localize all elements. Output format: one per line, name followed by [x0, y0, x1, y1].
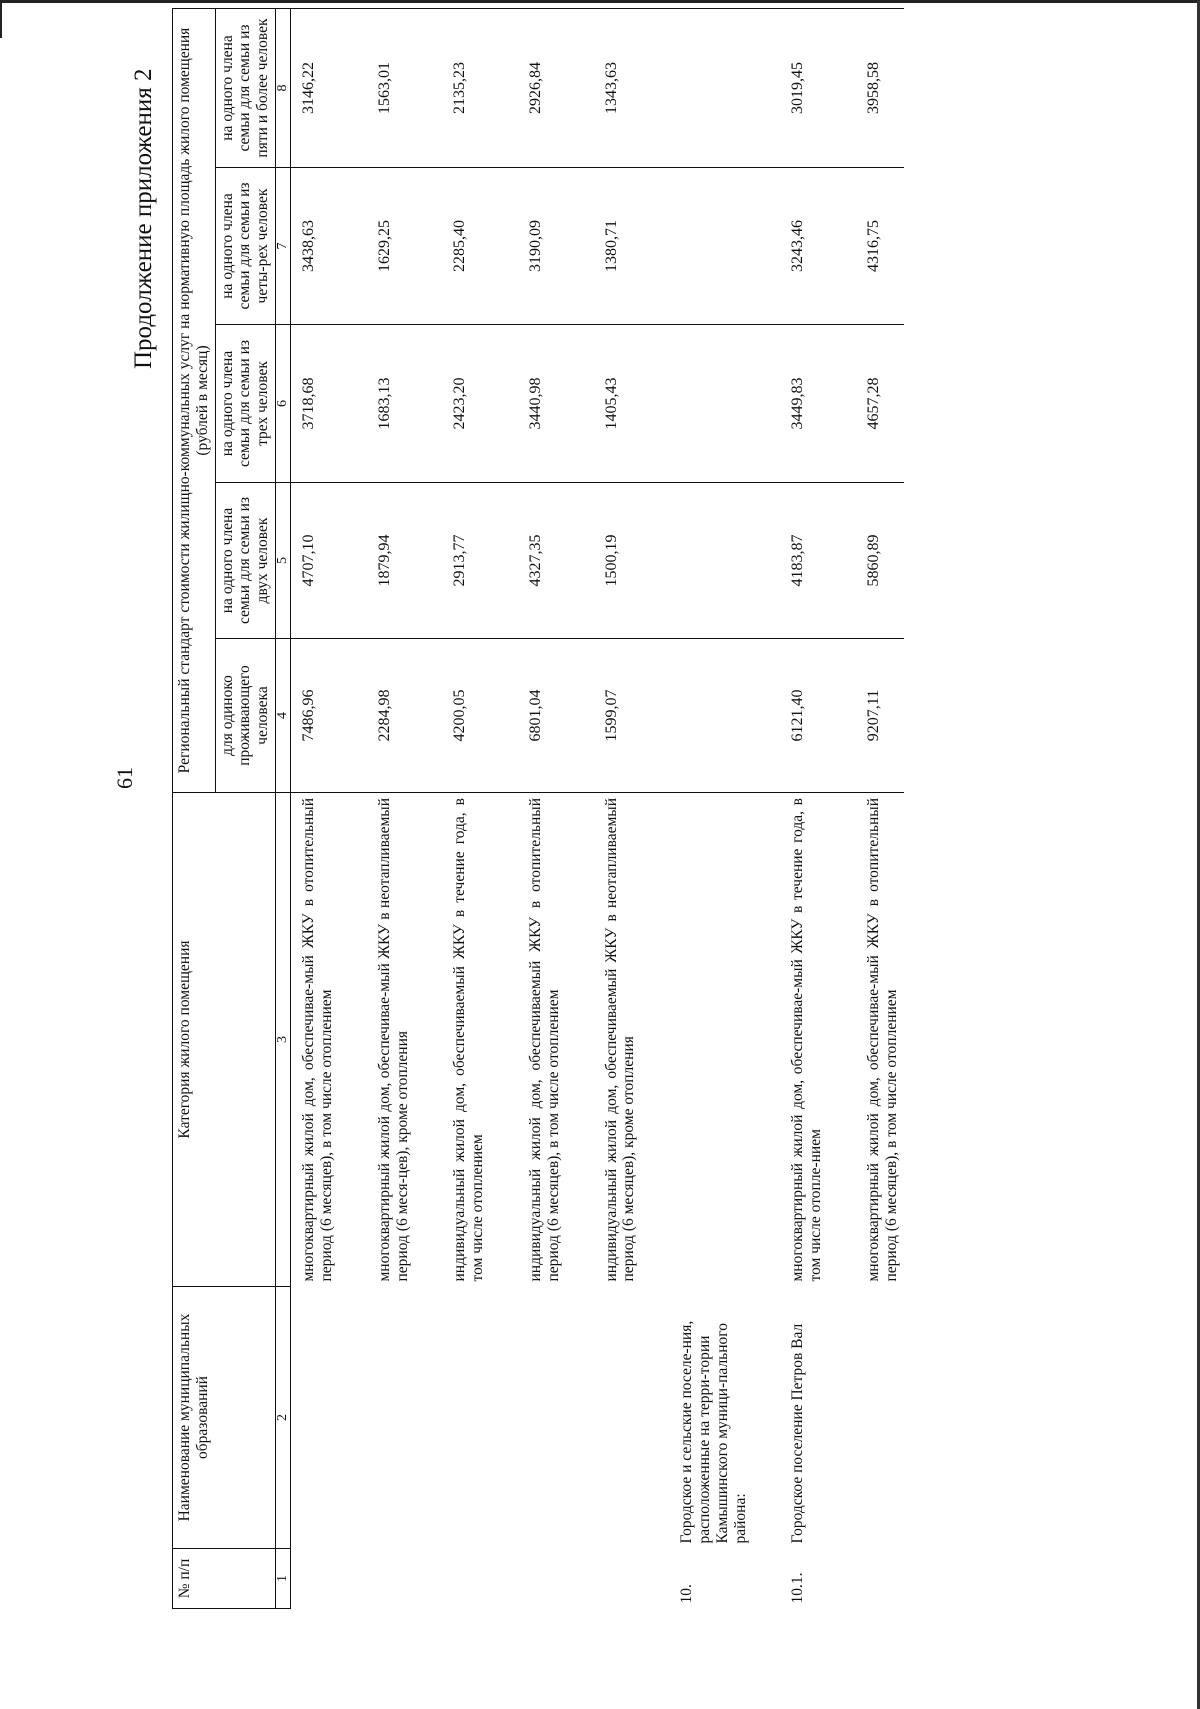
value-family-5: 3958,58	[862, 9, 904, 168]
page-number: 61	[112, 767, 137, 789]
row-municipality	[373, 1287, 415, 1549]
column-number: 6	[276, 325, 291, 483]
value-family-3: 3718,68	[297, 325, 339, 483]
value-family-4: 2285,40	[448, 168, 490, 325]
value-family-2: 4183,87	[786, 483, 828, 639]
row-municipality: Городское поселение Петров Вал	[789, 1323, 807, 1544]
value-family-5: 1563,01	[373, 9, 415, 168]
value-single: 4200,05	[448, 639, 490, 793]
row-category: многоквартирный жилой дом, обеспечивае-мый ЖКУ в отопительный период (6 месяцев), в том числе отоплением	[865, 798, 900, 1282]
column-number: 8	[276, 9, 291, 168]
header-family-2: на одного члена семьи для семьи из двух человек	[215, 483, 275, 639]
value-family-5: 2926,84	[524, 9, 566, 168]
row-category	[675, 793, 752, 1287]
row-category: многоквартирный жилой дом, обеспечивае-мый ЖКУ в течение года, в том числе отопле-нием	[789, 798, 825, 1282]
value-family-2: 4327,35	[524, 483, 566, 639]
header-category: Категория жилого помещения	[173, 793, 276, 1287]
value-family-4: 3190,09	[524, 168, 566, 325]
value-single: 2284,98	[373, 639, 415, 793]
value-family-3: 1683,13	[373, 325, 415, 483]
value-family-5: 3146,22	[297, 9, 339, 168]
table-row	[675, 9, 752, 1609]
housing-cost-table	[172, 8, 904, 1609]
row-no	[600, 1549, 642, 1609]
value-family-3: 2423,20	[448, 325, 490, 483]
column-number: 1	[276, 1549, 291, 1609]
value-family-2: 5860,89	[862, 483, 904, 639]
header-family-4: на одного члена семьи для семьи из четы-рех человек	[215, 168, 275, 325]
column-number: 5	[276, 483, 291, 639]
row-no	[373, 1549, 415, 1609]
table-row	[373, 9, 415, 1609]
table-row	[786, 9, 828, 1609]
column-number: 2	[276, 1287, 291, 1549]
value-family-3: 3440,98	[524, 325, 566, 483]
value-family-4	[675, 168, 752, 325]
column-number: 4	[276, 639, 291, 793]
value-family-3: 3449,83	[786, 325, 828, 483]
value-family-2: 1879,94	[373, 483, 415, 639]
table-row	[297, 9, 339, 1609]
row-municipality	[448, 1287, 490, 1549]
row-no	[862, 1549, 904, 1609]
value-family-2: 4707,10	[297, 483, 339, 639]
header-municipality: Наименование муниципальных образований	[173, 1287, 276, 1549]
value-family-5: 1343,63	[600, 9, 642, 168]
header-family-5: на одного члена семьи для семьи из пяти и более человек	[215, 9, 275, 168]
row-no	[524, 1549, 566, 1609]
column-number: 3	[276, 793, 291, 1287]
value-family-4: 1629,25	[373, 168, 415, 325]
value-single: 9207,11	[862, 639, 904, 793]
row-category: многоквартирный жилой дом, обеспечивае-мый ЖКУ в неотапливаемый период (6 меся-цев), кроме отопления	[375, 798, 411, 1282]
value-family-5: 3019,45	[786, 9, 828, 168]
row-category: индивидуальный жилой дом, обеспечиваемый ЖКУ в отопительный период (6 месяцев), в том числе отоплением	[526, 798, 562, 1282]
table-row	[862, 9, 904, 1609]
value-family-4: 3243,46	[786, 168, 828, 325]
value-family-4: 4316,75	[862, 168, 904, 325]
value-single: 1599,07	[600, 639, 642, 793]
row-municipality	[297, 1287, 339, 1549]
value-single	[675, 639, 752, 793]
header-single: для одиноко проживающего человека	[215, 639, 275, 793]
value-family-4: 3438,63	[297, 168, 339, 325]
value-family-2: 2913,77	[448, 483, 490, 639]
row-no	[448, 1549, 490, 1609]
value-single: 6801,04	[524, 639, 566, 793]
row-no	[297, 1549, 339, 1609]
value-family-4: 1380,71	[600, 168, 642, 325]
appendix-title: Продолжение приложения 2	[130, 68, 157, 369]
header-no: № п/п	[173, 1549, 276, 1609]
row-category: многоквартирный жилой дом, обеспечивае-мый ЖКУ в отопительный период (6 месяцев), в том числе отоплением	[300, 798, 335, 1282]
row-municipality: Городское и сельские поселе-ния, расположенные на терри-тории Камышинского муници-пального района:	[678, 1320, 749, 1544]
value-single: 6121,40	[786, 639, 828, 793]
value-family-2: 1500,19	[600, 483, 642, 639]
value-family-2	[675, 483, 752, 639]
row-no: 10.	[678, 1584, 696, 1604]
value-family-3	[675, 325, 752, 483]
table-row	[600, 9, 642, 1609]
header-regional-standard: Региональный стандарт стоимости жилищно-коммунальных услуг на нормативную площадь жилого помещения (рублей в месяц)	[173, 9, 216, 793]
value-family-3: 1405,43	[600, 325, 642, 483]
row-category: индивидуальный жилой дом, обеспечиваемый ЖКУ в неотапливаемый период (6 месяцев), кроме отопления	[602, 798, 638, 1282]
value-family-5	[675, 9, 752, 168]
table-row	[448, 9, 490, 1609]
row-municipality	[862, 1287, 904, 1549]
row-no: 10.1.	[789, 1572, 807, 1604]
value-family-5: 2135,23	[448, 9, 490, 168]
value-single: 7486,96	[297, 639, 339, 793]
table-row	[524, 9, 566, 1609]
row-category: индивидуальный жилой дом, обеспечиваемый ЖКУ в течение года, в том числе отоплением	[451, 798, 487, 1282]
row-municipality	[600, 1287, 642, 1549]
row-municipality	[524, 1287, 566, 1549]
column-number: 7	[276, 168, 291, 325]
header-family-3: на одного члена семьи для семьи из трех человек	[215, 325, 275, 483]
value-family-3: 4657,28	[862, 325, 904, 483]
